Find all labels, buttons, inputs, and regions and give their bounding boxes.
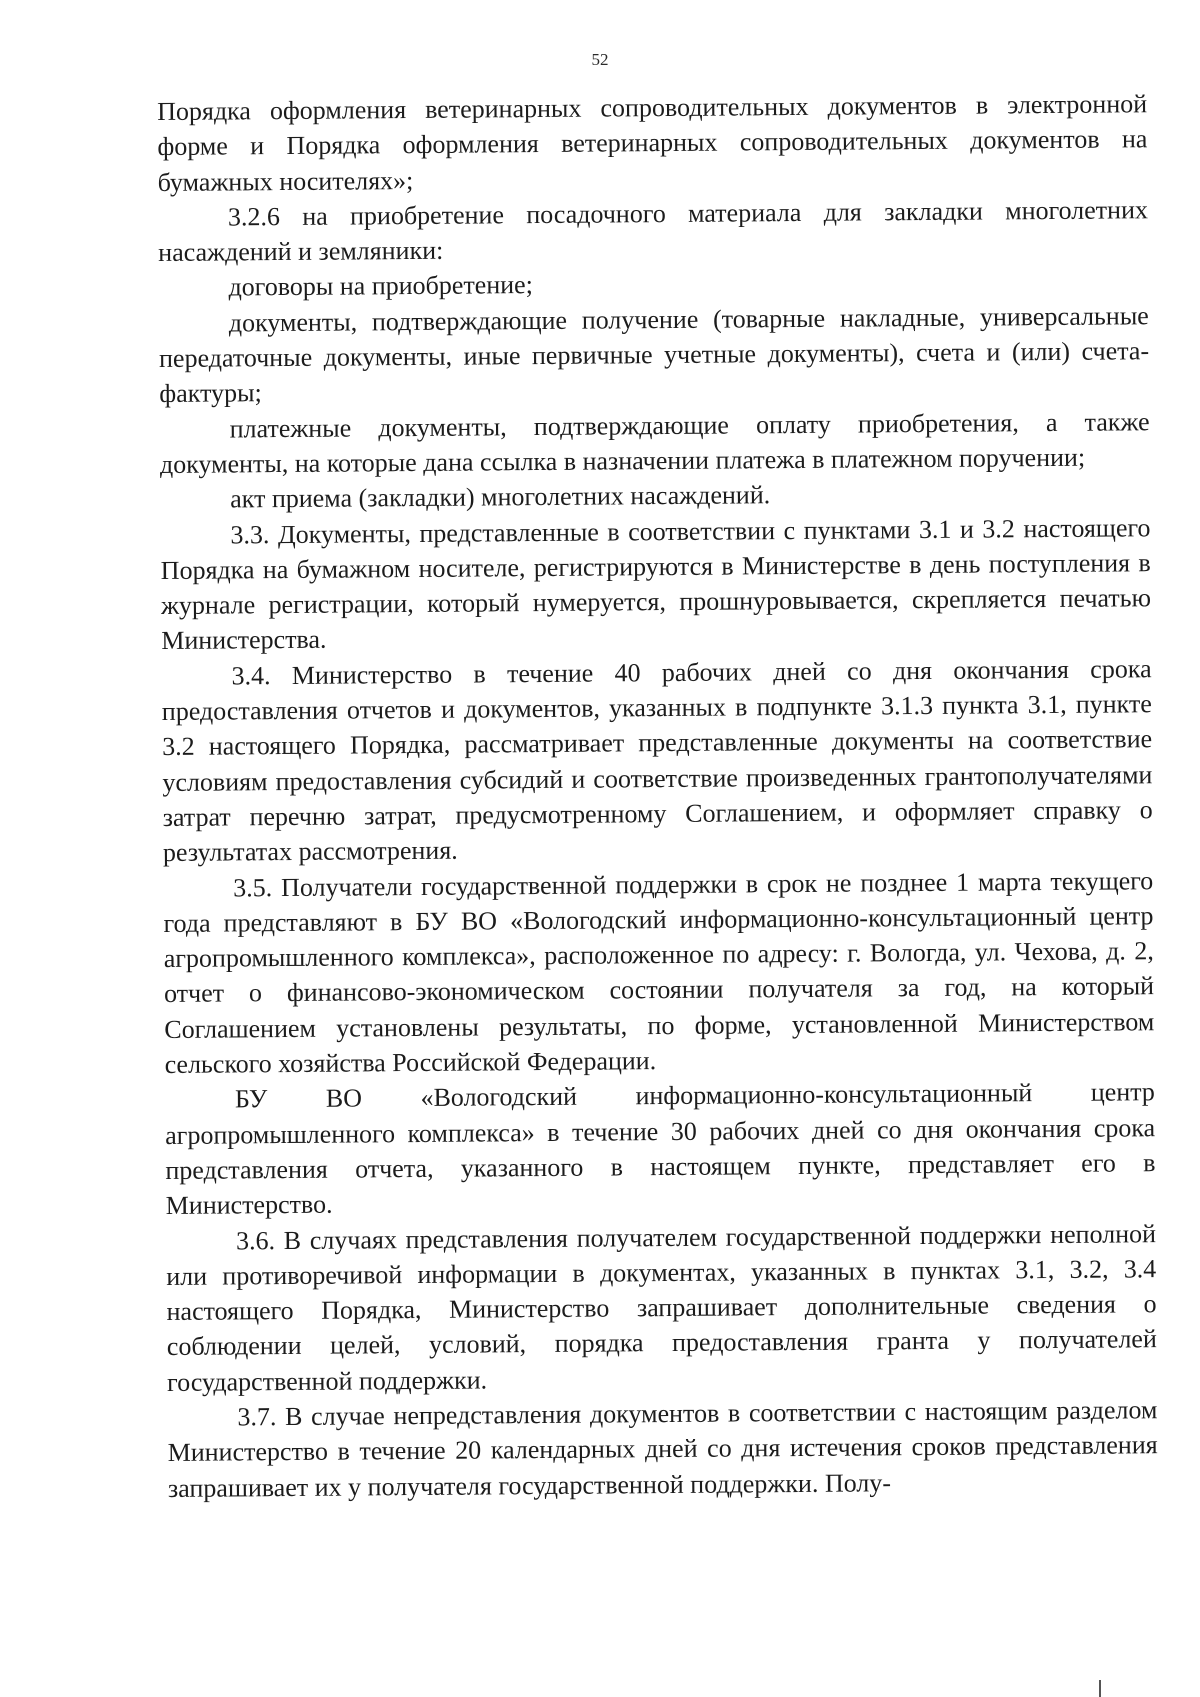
paragraph-receipt-documents: документы, подтверждающие получение (товарные накладные, универсальные передаточные документы, иные первичные учетные документы), счета и (или) счета-фактуры; — [158, 300, 1150, 409]
paragraph-3-6: 3.6. В случаях представления получателем государственной поддержки неполной или противоречивой информации в документах, указанных в пунктах 3.1, 3.2, 3.4 настоящего Порядка, Министерство запрашивает дополнительные сведения о соблюдении целей, условий, порядка предоставления гранта у получателей государственной поддержки. — [166, 1218, 1157, 1397]
paragraph-payment-documents: платежные документы, подтверждающие оплату приобретения, а также документы, на которые дана ссылка в назначении платежа в платежном поручении; — [159, 406, 1150, 479]
paragraph-3-5-bu-vo: БУ ВО «Вологодский информационно-консультационный центр агропромышленного комплекса» в течение 30 рабочих дней со дня окончания срока представления отчета, указанного в настоящем пункте, представляет его в Министерство. — [165, 1077, 1156, 1221]
paragraph-contracts: договоры на приобретение; — [228, 270, 533, 302]
paragraph-3-7: 3.7. В случае непредставления документов в соответствии с настоящим разделом Министерство в течение 20 календарных дней со дня истечения сроков представления запрашивает их у получателя государственной поддержки. Полу- — [167, 1395, 1158, 1503]
scan-edge-mark — [1099, 1680, 1101, 1697]
paragraph-3-3: 3.3. Документы, представленные в соответствии с пунктами 3.1 и 3.2 настоящего Порядка на бумажном носителе, регистрируются в Министерстве в день поступления в журнале регистрации, который нумеруется, прошнуровывается, скрепляется печатью Министерства. — [160, 512, 1152, 656]
page-number: 52 — [591, 50, 609, 69]
paragraph-continuation: Порядка оформления ветеринарных сопроводительных документов в электронной форме и Порядка оформления ветеринарных сопроводительных документов на бумажных носителях»; — [157, 89, 1148, 197]
paragraph-planting-act: акт приема (закладки) многолетних насаждений. — [230, 480, 771, 514]
document-body — [157, 86, 1158, 1506]
paragraph-3-5: 3.5. Получатели государственной поддержки в срок не позднее 1 марта текущего года представляют в БУ ВО «Вологодский информационно-консультационный центр агропромышленного комплекса», расположенное по адресу: г. Вологда, ул. Чехова, д. 2, отчет о финансово-экономическом состоянии получателя за год, на который Соглашением установлены результаты, по форме, установленной Министерством сельского хозяйства Российской Федерации. — [163, 865, 1155, 1079]
paragraph-3-4: 3.4. Министерство в течение 40 рабочих дней со дня окончания срока предоставления отчетов и документов, указанных в подпункте 3.1.3 пункта 3.1, пункте 3.2 настоящего Порядка, рассматривает представленные документы на соответствие условиям предоставления субсидий и соответствие произведенных грантополучателями затрат перечню затрат, предусмотренному Соглашением, и оформляет справку о результатах рассмотрения. — [161, 653, 1153, 868]
paragraph-3-2-6: 3.2.6 на приобретение посадочного материала для закладки многолетних насаждений и земляники: — [158, 195, 1149, 268]
